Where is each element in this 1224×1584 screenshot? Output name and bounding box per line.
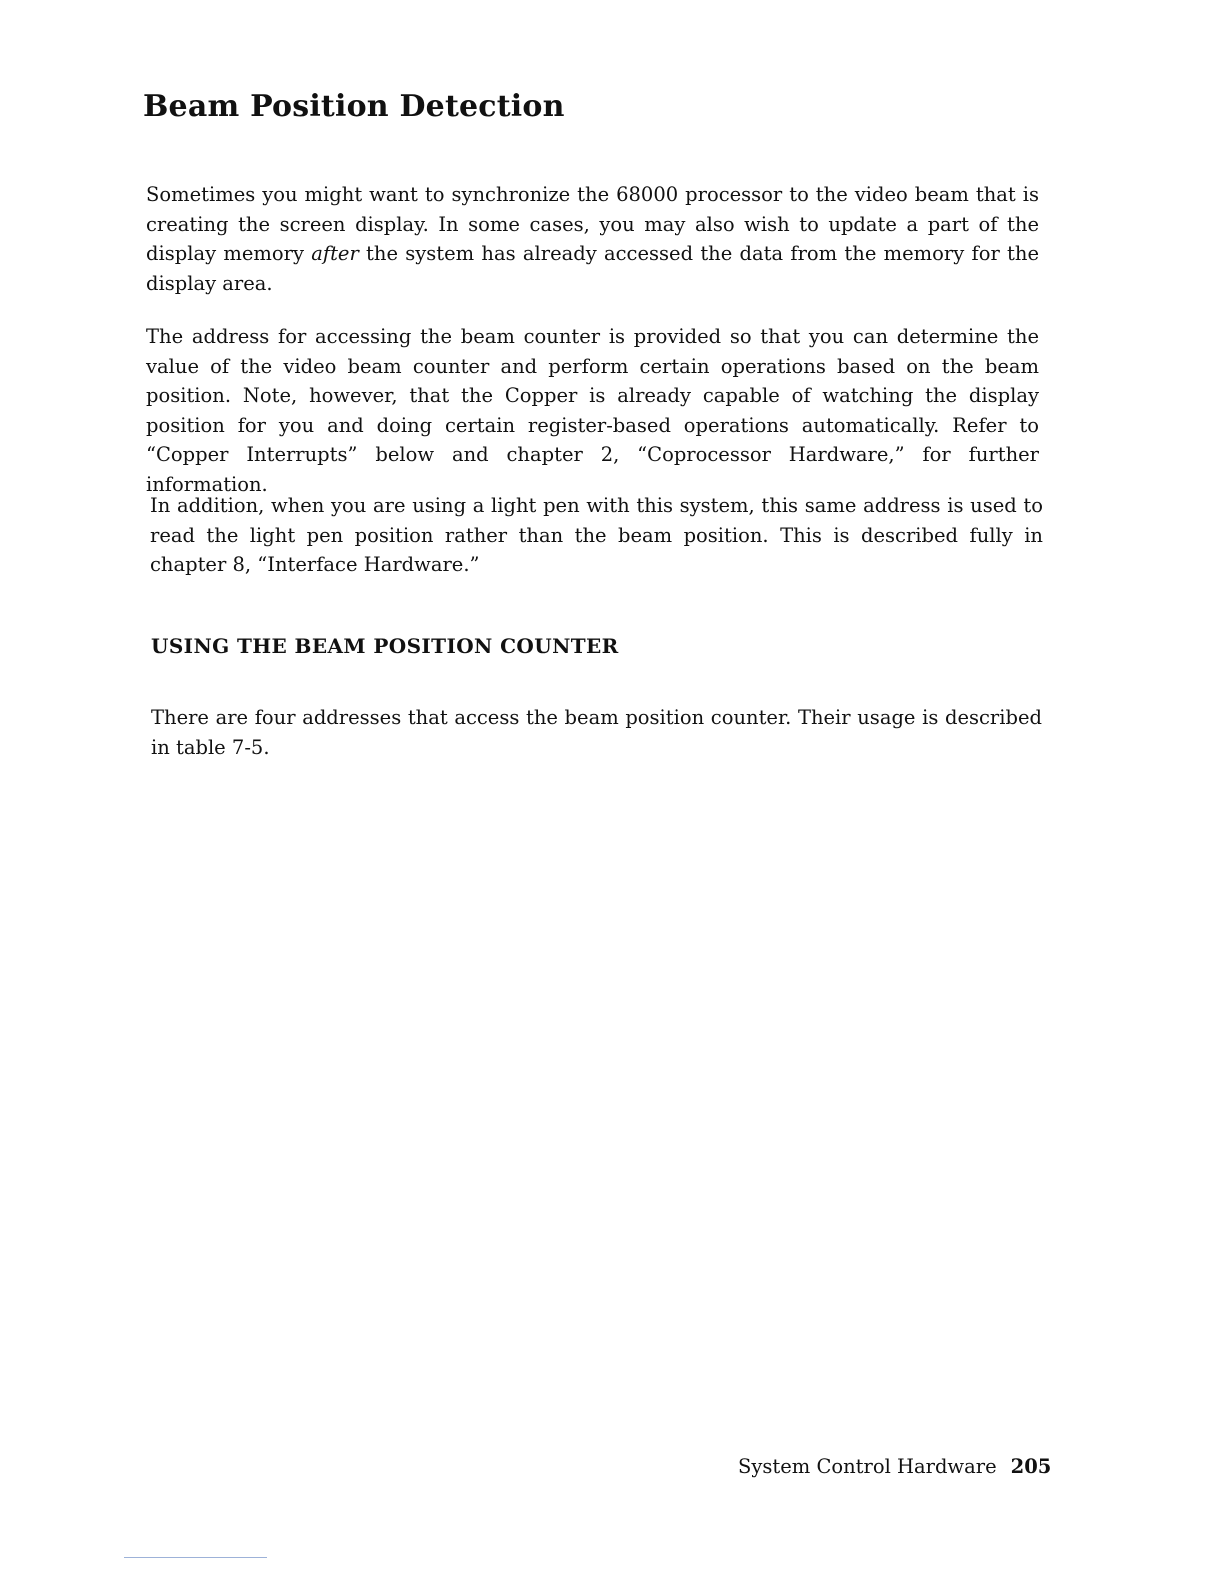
light-pen-paragraph: In addition, when you are using a light pen with this system, this same address is used to read the light pen position rather than the beam position. This is described fully in chapter 8, “Interface Hardware.” xyxy=(150,494,1043,576)
page-title: Beam Position Detection xyxy=(143,89,565,124)
intro-text-end: the system has already accessed the data from the memory for the display area. xyxy=(146,242,1039,295)
intro-paragraph xyxy=(146,180,1039,298)
page-footer xyxy=(738,1453,1051,1481)
scan-edge-mark xyxy=(124,1557,267,1558)
page-number: 205 xyxy=(1010,1455,1052,1478)
intro-text-start: Sometimes you might want to synchronize the 68000 processor to the video beam that is creating the screen display. In some cases, you may also wish to update a part of the display memory xyxy=(146,183,1039,265)
beam-counter-paragraph: The address for accessing the beam counter is provided so that you can determine the value of the video beam counter and perform certain operations based on the beam position. Note, however, that the Copper is already capable of watching the display position for you and doing certain register-based operations automatically. Refer to “Copper Interrupts” below and chapter 2, “Coprocessor Hardware,” for further information. xyxy=(146,325,1039,496)
section-paragraph: There are four addresses that access the beam position counter. Their usage is described in table 7-5. xyxy=(151,706,1042,759)
footer-section-title: System Control Hardware xyxy=(738,1455,997,1478)
emphasized-word: after xyxy=(311,242,359,265)
section-heading: USING THE BEAM POSITION COUNTER xyxy=(151,634,619,658)
